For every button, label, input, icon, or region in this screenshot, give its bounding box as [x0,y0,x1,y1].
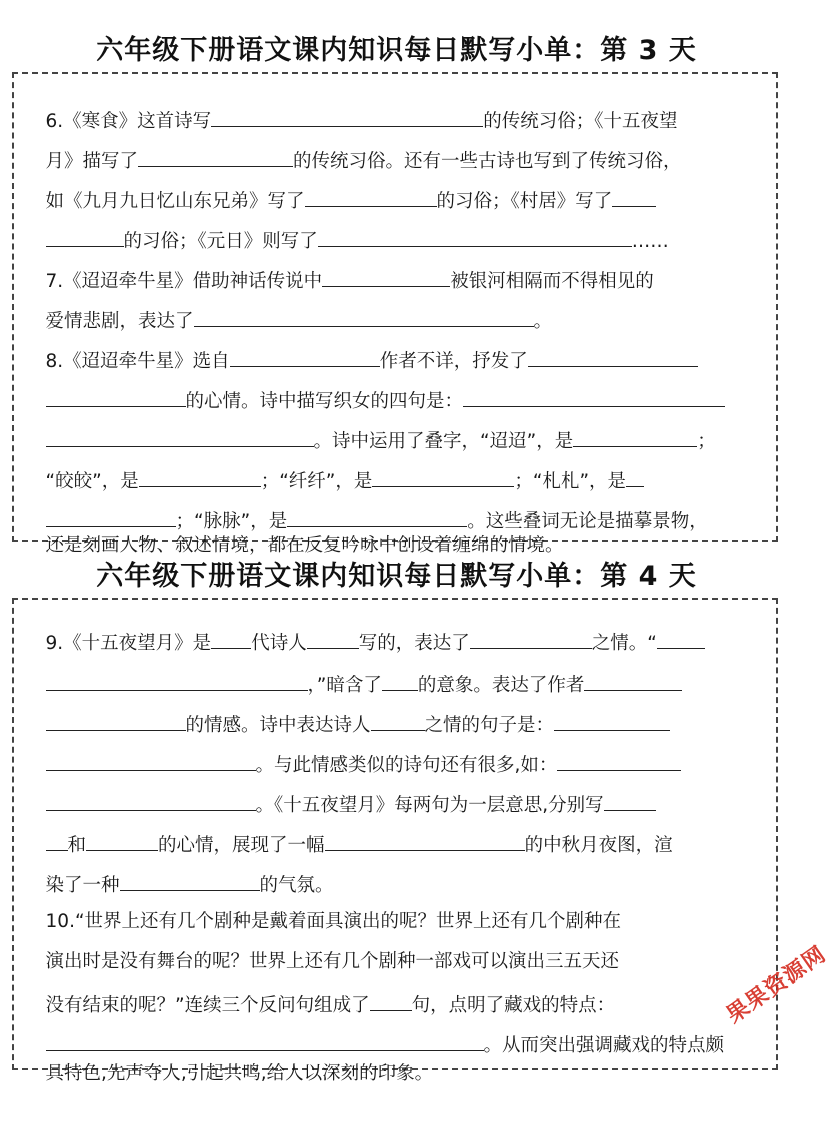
text-segment: 写的，表达了 [358,632,470,654]
text-segment: 。 [533,310,553,332]
text-segment: 染了一种 [45,874,120,896]
answer-blank[interactable] [46,389,186,407]
text-segment: 被银河相隔而不得相见的 [450,270,654,292]
answer-blank[interactable] [557,753,681,771]
answer-blank[interactable] [86,833,158,851]
text-segment: 。诗中运用了叠字，“迢迢”，是 [313,430,574,452]
text-segment: 的心情，展现了一幅 [158,834,325,856]
answer-blank[interactable] [318,229,632,247]
text-segment: ；“札札”，是 [514,470,627,492]
answer-blank[interactable] [305,189,437,207]
answer-blank[interactable] [382,673,418,691]
day3-box [12,72,778,556]
answer-blank[interactable] [371,713,425,731]
text-segment: 的习俗；《村居》写了 [436,190,613,212]
answer-blank[interactable] [138,149,293,167]
answer-blank[interactable] [46,229,124,247]
text-segment: 句，点明了藏戏的特点： [411,994,616,1016]
answer-blank[interactable] [46,713,186,731]
answer-blank[interactable] [46,429,314,447]
text-segment: ，”暗含了 [307,674,382,696]
text-segment: 的习俗；《元日》则写了 [123,230,318,252]
text-segment: 的意象。表达了作者 [417,674,585,696]
text-segment: 6.《寒食》这首诗写 [45,110,212,132]
text-segment: …… [631,230,669,252]
text-segment: 具特色,先声夺人,引起共鸣,给人以深刻的印象。 [45,1062,434,1084]
answer-blank[interactable] [322,269,450,287]
text-segment: 的中秋月夜图，渲 [524,834,673,856]
text-segment: 8.《迢迢牵牛星》选自 [45,350,230,372]
text-segment: 没有结束的呢？”连续三个反问句组成了 [45,994,370,1016]
answer-blank[interactable] [528,349,698,367]
text-segment: ；“脉脉”，是 [175,510,288,532]
watermark: 果果资源网 [722,941,831,1029]
text-segment: 7.《迢迢牵牛星》借助神话传说中 [45,270,323,292]
answer-blank[interactable] [307,631,359,649]
text-segment: “皎皎”，是 [45,470,139,492]
text-segment: 10.“世界上还有几个剧种是戴着面具演出的呢？世界上还有几个剧种在 [45,910,622,932]
text-segment: 。这些叠词无论是描摹景物， [467,510,708,532]
text-segment: 和 [67,834,87,856]
text-segment: 。《十五夜望月》每两句为一层意思,分别写 [255,794,604,816]
answer-blank[interactable] [626,469,644,487]
answer-blank[interactable] [612,189,656,207]
day4-title: 六年级下册语文课内知识每日默写小单：第 4 天 [96,561,697,592]
answer-blank[interactable] [370,993,412,1011]
day4-box [12,598,778,1084]
text-segment: 之情的句子是： [424,714,555,736]
text-segment: 爱情悲剧，表达了 [45,310,194,332]
answer-blank[interactable] [194,309,534,327]
text-segment: 的传统习俗。还有一些古诗也写到了传统习俗， [293,150,682,172]
answer-blank[interactable] [139,469,261,487]
answer-blank[interactable] [211,109,483,127]
text-segment: 之情。“ [591,632,657,654]
text-segment: ； [697,430,716,452]
text-segment: ；“纤纤”，是 [260,470,373,492]
answer-blank[interactable] [46,673,308,691]
text-segment: 9.《十五夜望月》是 [45,632,212,654]
answer-blank[interactable] [325,833,525,851]
text-segment: 。从而突出强调藏戏的特点 [483,1034,706,1056]
text-segment: 的气氛。 [259,874,334,896]
answer-blank[interactable] [230,349,380,367]
answer-blank[interactable] [554,713,670,731]
answer-blank[interactable] [46,793,256,811]
text-segment: 颇 [705,1034,725,1056]
answer-blank[interactable] [211,631,251,649]
answer-blank[interactable] [46,753,256,771]
text-segment: 。与此情感类似的诗句还有很多,如： [255,754,558,776]
answer-blank[interactable] [573,429,697,447]
text-segment: 的传统习俗；《十五夜望 [483,110,678,132]
text-segment: 如《九月九日忆山东兄弟》写了 [45,190,305,212]
text-segment: 月》描写了 [45,150,139,172]
day3-title: 六年级下册语文课内知识每日默写小单：第 3 天 [96,35,697,66]
answer-blank[interactable] [463,389,725,407]
text-segment: 演出时是没有舞台的呢？世界上还有几个剧种一部戏可以演出三五天还 [45,950,620,972]
text-segment: 的情感。诗中表达诗人 [185,714,371,736]
answer-blank[interactable] [584,673,682,691]
answer-blank[interactable] [470,631,592,649]
text-line [22,1046,433,1102]
text-segment: 的心情。诗中描写织女的四句是： [185,390,464,412]
text-segment: 还是刻画人物、叙述情境，都在反复吟咏中创设着缠绵的情境。 [45,534,564,556]
answer-blank[interactable] [604,793,656,811]
text-segment: 代诗人 [251,632,307,654]
text-segment: 作者不详，抒发了 [379,350,528,372]
answer-blank[interactable] [46,833,68,851]
answer-blank[interactable] [120,873,260,891]
answer-blank[interactable] [372,469,514,487]
answer-blank[interactable] [657,631,705,649]
